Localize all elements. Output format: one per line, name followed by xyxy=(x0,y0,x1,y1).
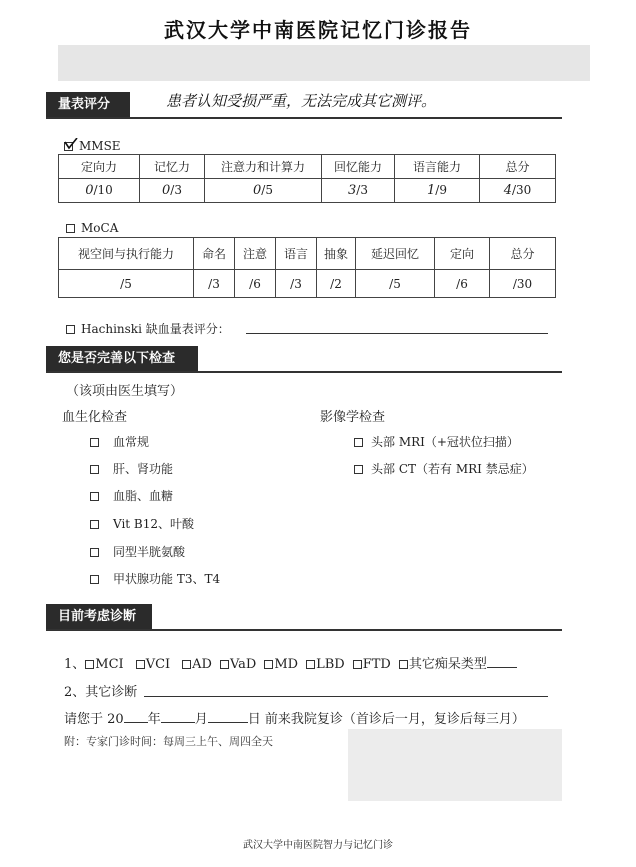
biochem-item-label: Vit B12、叶酸 xyxy=(113,517,195,531)
moca-score-cell: /5 xyxy=(59,270,194,298)
hachinski-checkbox[interactable] xyxy=(66,325,75,334)
moca-score-cell: /30 xyxy=(490,270,556,298)
exam-note: （该项由医生填写） xyxy=(66,384,184,399)
diagnosis-prefix: 1、 xyxy=(64,657,86,672)
moca-header-cell: 定向 xyxy=(435,238,490,270)
checkbox[interactable] xyxy=(85,660,94,669)
revisit-text: 月 xyxy=(194,712,208,727)
clinic-hours-note: 附：专家门诊时间：每周三上午、周四全天 xyxy=(64,735,273,748)
imaging-item-label: 头部 MRI（+冠状位扫描） xyxy=(371,435,519,449)
month-blank[interactable] xyxy=(161,710,195,723)
moca-header-cell: 命名 xyxy=(194,238,235,270)
checkbox[interactable] xyxy=(399,660,408,669)
mmse-checkbox-checked-icon[interactable] xyxy=(64,142,73,151)
moca-score-cell: /6 xyxy=(235,270,276,298)
mmse-score-cell xyxy=(395,179,480,203)
other-diagnosis-label: 2、其它诊断 xyxy=(64,685,138,700)
biochem-item[interactable] xyxy=(90,487,173,504)
section-divider xyxy=(46,117,562,119)
mmse-score-cell xyxy=(140,179,205,203)
page-footer: 武汉大学中南医院智力与记忆门诊 xyxy=(243,840,393,851)
moca-header-cell: 语言 xyxy=(276,238,317,270)
scale-note: 患者认知受损严重，无法完成其它测评。 xyxy=(166,92,437,110)
mmse-max: /9 xyxy=(435,183,447,197)
moca-score-cell: /6 xyxy=(435,270,490,298)
mmse-max: /3 xyxy=(356,183,368,197)
biochem-item[interactable] xyxy=(90,515,194,532)
mmse-score-cell xyxy=(322,179,395,203)
checkbox[interactable] xyxy=(182,660,191,669)
checkbox[interactable] xyxy=(90,465,99,474)
mmse-header-cell: 注意力和计算力 xyxy=(205,155,322,179)
diagnosis-option: VCI xyxy=(145,657,171,672)
day-blank[interactable] xyxy=(208,710,248,723)
mmse-score: 4 xyxy=(503,183,512,198)
mmse-header-cell: 总分 xyxy=(480,155,556,179)
moca-option[interactable] xyxy=(66,221,118,235)
moca-table xyxy=(58,237,556,298)
mmse-score-cell xyxy=(205,179,322,203)
moca-label: MoCA xyxy=(81,221,119,235)
biochem-item-label: 血脂、血糖 xyxy=(113,489,174,503)
imaging-item-label: 头部 CT（若有 MRI 禁忌症） xyxy=(371,462,534,476)
mmse-score: 0 xyxy=(162,183,171,198)
diagnosis-option: 其它痴呆类型 xyxy=(408,657,487,672)
revisit-text: 年 xyxy=(147,712,161,727)
biochem-item[interactable] xyxy=(90,433,149,450)
exam-section-header: 您是否完善以下检查 xyxy=(46,346,198,372)
biochem-item[interactable] xyxy=(90,543,185,560)
redacted-patient-info xyxy=(58,45,590,81)
checkbox[interactable] xyxy=(353,660,362,669)
moca-header-cell: 总分 xyxy=(490,238,556,270)
page-title: 武汉大学中南医院记忆门诊报告 xyxy=(164,18,472,42)
mmse-score: 0 xyxy=(253,183,262,198)
hachinski-option[interactable] xyxy=(66,320,230,337)
mmse-max: /5 xyxy=(261,183,273,197)
checkbox[interactable] xyxy=(220,660,229,669)
checkbox[interactable] xyxy=(354,438,363,447)
other-diagnosis-blank-line[interactable] xyxy=(144,696,548,697)
section-divider xyxy=(46,371,562,373)
biochem-item-label: 肝、肾功能 xyxy=(113,462,174,476)
hachinski-label: Hachinski 缺血量表评分： xyxy=(81,322,230,336)
redacted-stamp-area xyxy=(348,729,562,801)
biochem-item[interactable] xyxy=(90,570,220,587)
mmse-header-cell: 回忆能力 xyxy=(322,155,395,179)
biochem-item-label: 血常规 xyxy=(113,435,150,449)
mmse-max: /10 xyxy=(93,183,113,197)
checkbox[interactable] xyxy=(354,465,363,474)
year-blank[interactable] xyxy=(124,710,148,723)
mmse-header-cell: 记忆力 xyxy=(140,155,205,179)
diagnosis-options-row xyxy=(64,653,517,672)
checkbox[interactable] xyxy=(90,575,99,584)
mmse-score-cell xyxy=(59,179,140,203)
moca-header-cell: 视空间与执行能力 xyxy=(59,238,194,270)
moca-score-cell: /3 xyxy=(194,270,235,298)
diagnosis-option: FTD xyxy=(362,657,391,672)
imaging-item[interactable] xyxy=(354,433,519,450)
diagnosis-option: MD xyxy=(274,657,299,672)
checkbox[interactable] xyxy=(264,660,273,669)
revisit-text: 请您于 20 xyxy=(64,712,124,727)
revisit-text: 日 前来我院复诊（首诊后一月，复诊后每三月） xyxy=(247,712,525,727)
moca-score-cell: /3 xyxy=(276,270,317,298)
imaging-item[interactable] xyxy=(354,460,534,477)
checkbox[interactable] xyxy=(90,438,99,447)
diagnosis-option: LBD xyxy=(316,657,345,672)
other-dementia-blank[interactable] xyxy=(487,655,517,668)
checkbox[interactable] xyxy=(136,660,145,669)
checkbox[interactable] xyxy=(306,660,315,669)
biochem-item-label: 同型半胱氨酸 xyxy=(113,545,186,559)
checkbox[interactable] xyxy=(90,548,99,557)
biochem-item[interactable] xyxy=(90,460,173,477)
mmse-max: /3 xyxy=(170,183,182,197)
moca-score-cell: /2 xyxy=(317,270,356,298)
mmse-score: 3 xyxy=(348,183,357,198)
mmse-table xyxy=(58,154,556,203)
mmse-score: 0 xyxy=(85,183,94,198)
scale-section-header: 量表评分 xyxy=(46,92,130,118)
mmse-max: /30 xyxy=(511,183,532,197)
mmse-header-cell: 语言能力 xyxy=(395,155,480,179)
diagnosis-section-header: 目前考虑诊断 xyxy=(46,604,152,630)
moca-checkbox[interactable] xyxy=(66,224,75,233)
mmse-header-cell: 定向力 xyxy=(59,155,140,179)
checkbox[interactable] xyxy=(90,520,99,529)
revisit-row xyxy=(64,708,525,727)
moca-header-cell: 抽象 xyxy=(317,238,356,270)
mmse-label: MMSE xyxy=(79,139,121,153)
mmse-option[interactable] xyxy=(64,139,121,153)
diagnosis-option: AD xyxy=(192,657,212,672)
section-divider xyxy=(46,629,562,631)
biochem-item-label: 甲状腺功能 T3、T4 xyxy=(113,572,221,586)
moca-header-cell: 延迟回忆 xyxy=(356,238,435,270)
diagnosis-option: MCI xyxy=(95,657,124,672)
moca-header-cell: 注意 xyxy=(235,238,276,270)
diagnosis-option: VaD xyxy=(229,657,257,672)
hachinski-blank-line[interactable] xyxy=(246,333,548,334)
imaging-title: 影像学检查 xyxy=(320,410,386,425)
moca-score-cell: /5 xyxy=(356,270,435,298)
biochem-title: 血生化检查 xyxy=(62,410,128,425)
mmse-score: 1 xyxy=(427,183,436,198)
mmse-score-cell xyxy=(480,179,556,203)
checkbox[interactable] xyxy=(90,492,99,501)
